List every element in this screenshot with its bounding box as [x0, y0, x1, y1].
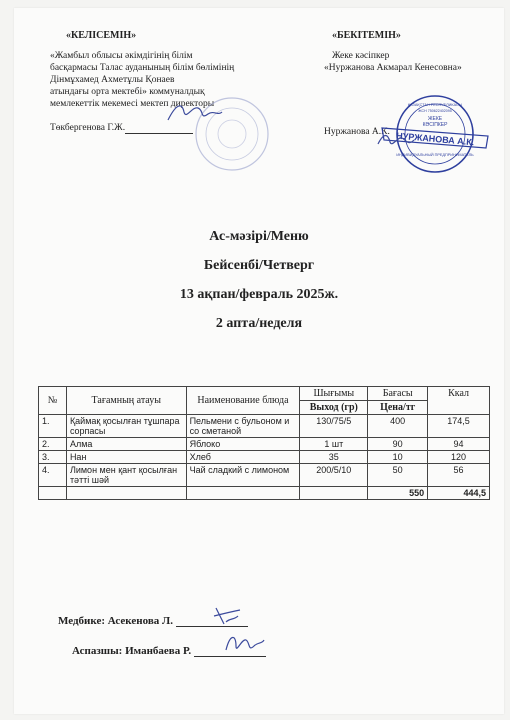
- cook-signature-icon: [222, 630, 266, 658]
- row-yield: 35: [300, 451, 368, 464]
- approval-left-org-line: басқармасы Талас ауданының білім бөлімінің: [50, 63, 235, 73]
- table-header-row: [39, 387, 490, 401]
- menu-date: 13 ақпан/февраль 2025ж.: [179, 287, 339, 302]
- approval-left-org-line: Дінмұхамед Ахметұлы Қонаев: [50, 75, 175, 85]
- header-num: №: [39, 387, 67, 415]
- stamp-ring-top: ҚАЗАҚСТАН РЕСПУБЛИКАСЫ: [407, 103, 463, 107]
- approval-left-org-line: атындағы орта мектебі» коммуналдық: [50, 87, 205, 97]
- row-name-ru: Хлеб: [186, 451, 300, 464]
- table-row: [39, 415, 490, 438]
- row-name-kz: Алма: [66, 438, 186, 451]
- table-row: [39, 464, 490, 487]
- approval-left-org-line: мемлекеттік мекемесі мектеп директоры: [50, 99, 215, 109]
- row-num: 3.: [39, 451, 67, 464]
- row-price: 400: [368, 415, 428, 438]
- header-name-ru: Наименование блюда: [186, 387, 300, 415]
- row-kcal: 174,5: [428, 415, 490, 438]
- approval-right-org: «Нуржанова Акмарал Кенесовна»: [324, 63, 462, 73]
- header-price-ru: Цена/тг: [368, 401, 428, 415]
- row-name-ru: Чай сладкий с лимоном: [186, 464, 300, 487]
- nurse-label: Медбике: Асекенова Л.: [58, 615, 173, 627]
- row-name-kz: Қаймақ қосылған тұшпара сорпасы: [66, 415, 186, 438]
- header-price-kz: Бағасы: [368, 387, 428, 401]
- row-name-ru: Яблоко: [186, 438, 300, 451]
- nurse-signature-icon: [210, 604, 244, 630]
- header-kcal: Ккал: [428, 387, 490, 415]
- row-kcal: 94: [428, 438, 490, 451]
- menu-titles: [14, 222, 504, 338]
- menu-week: 2 апта/неделя: [215, 316, 303, 331]
- approval-left-org-line: «Жамбыл облысы әкімдігінің білім: [50, 51, 193, 61]
- row-num: 1.: [39, 415, 67, 438]
- row-name-ru: Пельмени с бульоном и со сметаной: [186, 415, 300, 438]
- stamp-name: НУРЖАНОВА А.К.: [395, 130, 475, 148]
- row-kcal: 120: [428, 451, 490, 464]
- table-row: [39, 438, 490, 451]
- entrepreneur-signature-icon: [376, 130, 416, 150]
- menu-day: Бейсенбі/Четверг: [203, 258, 315, 273]
- row-kcal: 56: [428, 464, 490, 487]
- header-yield-kz: Шығымы: [300, 387, 368, 401]
- approval-right-signer: Нуржанова А.К.: [324, 127, 390, 137]
- approval-left-signer: Төкбергенова Г.Ж.: [50, 123, 126, 133]
- row-num: 4.: [39, 464, 67, 487]
- stamp-number: ЖСН 750622402095: [418, 109, 452, 113]
- row-price: 10: [368, 451, 428, 464]
- table-row: [39, 451, 490, 464]
- approval-left-title: «КЕЛІСЕМІН»: [66, 30, 137, 41]
- row-yield: 1 шт: [300, 438, 368, 451]
- menu-table: [38, 386, 490, 500]
- row-num: 2.: [39, 438, 67, 451]
- total-kcal: 444,5: [428, 487, 490, 500]
- row-name-kz: Нан: [66, 451, 186, 464]
- row-yield: 130/75/5: [300, 415, 368, 438]
- row-price: 90: [368, 438, 428, 451]
- stamp-sub2: КӘСІПКЕР: [422, 122, 448, 128]
- row-name-kz: Лимон мен қант қосылған тәтті шәй: [66, 464, 186, 487]
- cook-label: Аспазшы: Иманбаева Р.: [72, 645, 192, 657]
- stamp-sub1: ЖЕКЕ: [427, 116, 443, 122]
- approval-right-role: Жеке кәсіпкер: [332, 51, 390, 61]
- document-page: [14, 8, 504, 714]
- header-yield-ru: Выход (гр): [300, 401, 368, 415]
- menu-title: Ас-мәзірі/Меню: [209, 229, 309, 244]
- stamp-ring-bottom: ИНДИВИДУАЛЬНЫЙ ПРЕДПРИНИМАТЕЛЬ: [396, 153, 474, 157]
- approval-right-title: «БЕКІТЕМІН»: [332, 30, 401, 41]
- row-price: 50: [368, 464, 428, 487]
- director-signature-icon: [164, 98, 224, 128]
- table-total-row: [39, 487, 490, 500]
- row-yield: 200/5/10: [300, 464, 368, 487]
- total-price: 550: [368, 487, 428, 500]
- header-name-kz: Тағамның атауы: [66, 387, 186, 415]
